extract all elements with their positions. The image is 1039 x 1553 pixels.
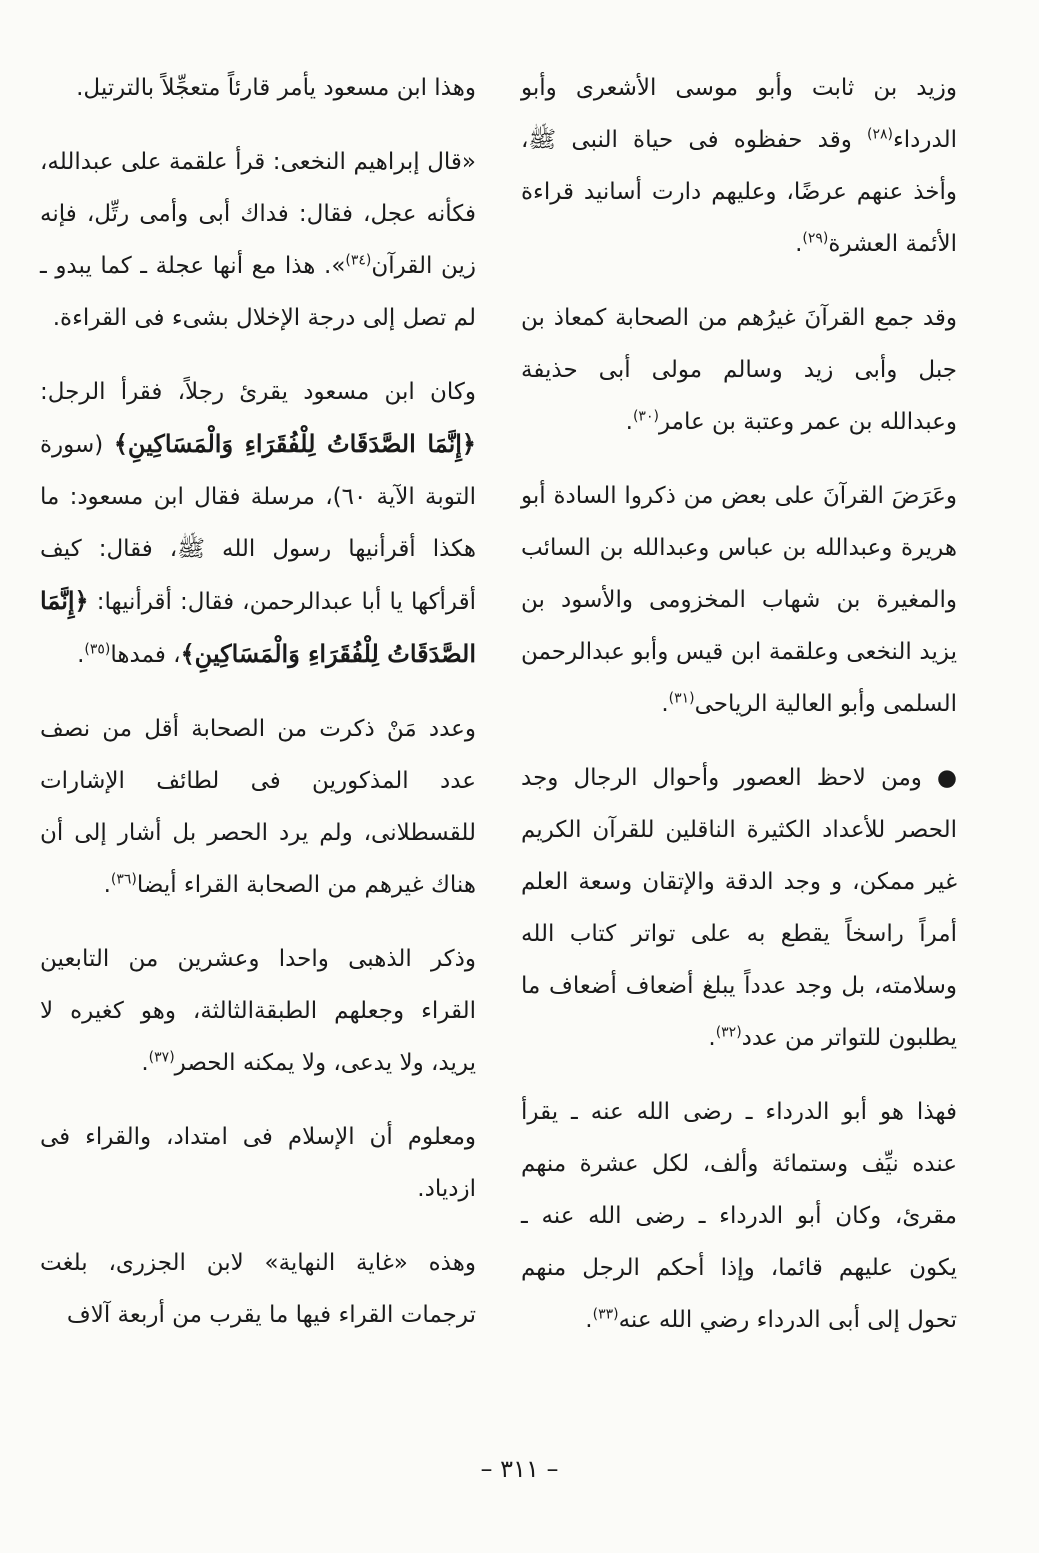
footnote-ref: (٣٠) bbox=[632, 408, 659, 425]
quran-verse: ﴿إِنَّمَا الصَّدَقَاتُ لِلْفُقَرَاءِ وَالْمَسَاكِينِ﴾ bbox=[40, 586, 476, 668]
paragraph: وعَرَضَ القرآنَ على بعض من ذكروا السادة أبو هريرة وعبدالله بن عباس وعبدالله بن السائب والمغيرة بن شهاب المخزومى والأسود بن يزيد النخعى وعلقمة ابن قيس وأبو عبدالرحمن السلمى وأبو العالية الرياحى$^{(٣١)}$. bbox=[521, 483, 957, 717]
right-column bbox=[521, 62, 957, 1368]
paragraph: وقد جمع القرآنَ غيرُهم من الصحابة كمعاذ بن جبل وأبى زيد وسالم مولى أبى حذيفة وعبدالله بن عمر وعتبة بن عامر$^{(٣٠)}$. bbox=[521, 305, 957, 435]
paragraph: فهذا هو أبو الدرداء ـ رضى الله عنه ـ يقرأ عنده نيِّف وستمائة وألف، لكل عشرة منهم مقرئ، وكان أبو الدرداء ـ رضى الله عنه ـ يكون عليهم قائما، وإذا أحكم الرجل منهم تحول إلى أبى الدرداء رضي الله عنه$^{(٣٣)}$. bbox=[521, 1099, 957, 1333]
paragraph: وذكر الذهبى واحدا وعشرين من التابعين القراء وجعلهم الطبقةالثالثة، وهو كغيره لا يريد، ولا يدعى، ولا يمكنه الحصر$^{(٣٧)}$. bbox=[40, 946, 476, 1076]
paragraph: وهذا ابن مسعود يأمر قارئاً متعجِّلاً بالترتيل. bbox=[76, 75, 476, 101]
paragraph: «قال إبراهيم النخعى: قرأ علقمة على عبدالله، فكأنه عجل، فقال: فداك أبى وأمى رتِّل، فإنه زين القرآن$^{(٣٤)}$». هذا مع أنها عجلة ـ كما يبدو ـ لم تصل إلى درجة الإخلال بشىء فى القراءة. bbox=[40, 149, 476, 331]
footnote-ref: (٢٩) bbox=[802, 230, 829, 247]
paragraph: وزيد بن ثابت وأبو موسى الأشعرى وأبو الدرداء$^{(٢٨)}$ وقد حفظوه فى حياة النبى ﷺ، وأخذ عنهم عرضًا، وعليهم دارت أسانيد قراءة الأئمة العشرة$^{(٢٩)}$. bbox=[521, 75, 957, 257]
paragraph: وعدد مَنْ ذكرت من الصحابة أقل من نصف عدد المذكورين فى لطائف الإشارات للقسطلانى، ولم يرد الحصر بل أشار إلى أن هناك غيرهم من الصحابة القراء أيضا$^{(٣٦)}$. bbox=[40, 716, 476, 898]
footnote-ref: (٣٦) bbox=[110, 871, 137, 888]
quran-verse: ﴿إِنَّمَا الصَّدَقَاتُ لِلْفُقَرَاءِ وَالْمَسَاكِينِ﴾ bbox=[113, 429, 476, 458]
footnote-ref: (٢٨) bbox=[866, 126, 893, 143]
footnote-ref: (٣٥) bbox=[84, 641, 111, 658]
paragraph: وكان ابن مسعود يقرئ رجلاً، فقرأ الرجل: ﴿إِنَّمَا الصَّدَقَاتُ لِلْفُقَرَاءِ وَالْمَسَاكِينِ﴾ (سورة التوبة الآية ٦٠)، مرسلة فقال ابن مسعود: ما هكذا أقرأنيها رسول الله ﷺ، فقال: كيف أقرأكها يا أبا عبدالرحمن، فقال: أقرأنيها: ﴿إِنَّمَا الصَّدَقَاتُ لِلْفُقَرَاءِ وَالْمَسَاكِينِ﴾، فمدها$^{(٣٥)}$. bbox=[40, 379, 476, 668]
paragraph: ومعلوم أن الإسلام فى امتداد، والقراء فى ازدياد. bbox=[40, 1124, 476, 1202]
footnote-ref: (٣٢) bbox=[715, 1024, 742, 1041]
footnote-ref: (٣٣) bbox=[592, 1306, 619, 1323]
page-number: – ٣١١ – bbox=[480, 1455, 559, 1483]
paragraph: ● ومن لاحظ العصور وأحوال الرجال وجد الحصر للأعداد الكثيرة الناقلين للقرآن الكريم غير ممكن، و وجد الدقة والإتقان وسعة العلم أمراً راسخاً يقطع به على تواتر كتاب الله وسلامته، بل وجد عدداً يبلغ أضعاف أضعاف ما يطلبون للتواتر من عدد$^{(٣٢)}$. bbox=[521, 765, 957, 1051]
left-column bbox=[40, 62, 476, 1363]
footnote-ref: (٣٤) bbox=[345, 252, 372, 269]
footnote-ref: (٣٧) bbox=[148, 1049, 175, 1066]
paragraph: وهذه «غاية النهاية» لابن الجزرى، بلغت ترجمات القراء فيها ما يقرب من أربعة آلاف bbox=[40, 1250, 476, 1328]
footnote-ref: (٣١) bbox=[668, 690, 695, 707]
